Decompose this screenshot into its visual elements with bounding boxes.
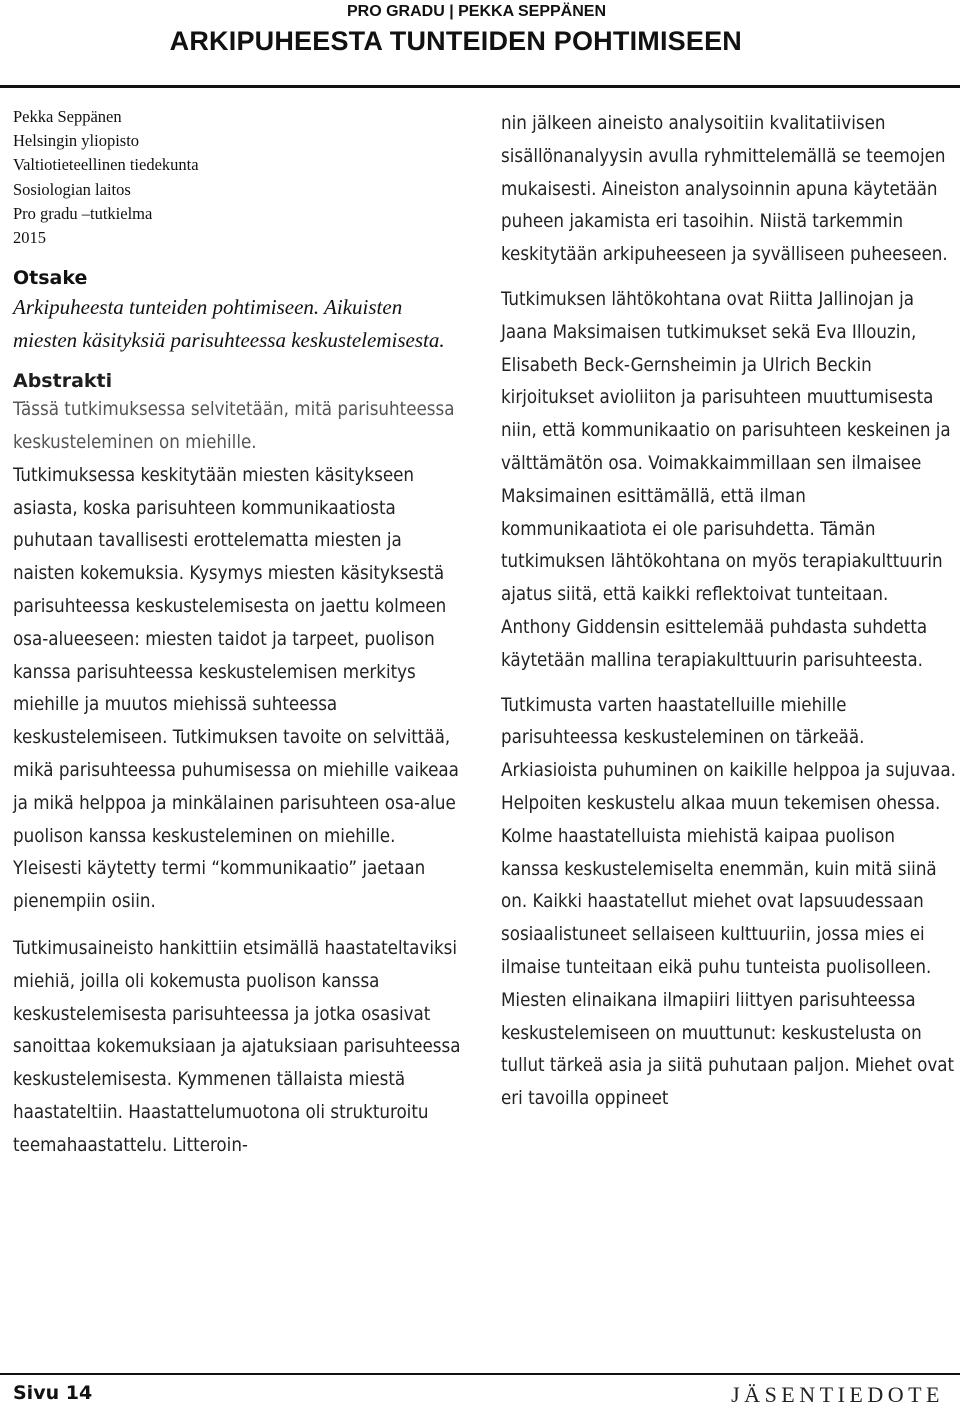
abstract-label: Abstrakti <box>13 370 113 393</box>
magazine-name: JÄSENTIEDOTE <box>731 1382 944 1407</box>
right-column <box>501 108 956 1116</box>
header-title: ARKIPUHEESTA TUNTEIDEN POHTIMISEEN <box>169 26 742 56</box>
faculty: Valtiotieteellinen tiedekunta <box>13 155 199 175</box>
right-paragraph-2: Tutkimuksen lähtökohtana ovat Riitta Jallinojan ja Jaana Maksimaisen tutkimukset sekä Eva Illouzin, Elisabeth Beck-Gernsheimin ja Ulrich Beckin kirjoitukset avioliiton ja parisuhteen muuttumisesta niin, että kommunikaatio on parisuhteen keskeinen ja välttämätön osa. Voimakkaimmillaan sen ilmaisee Maksimainen esittämällä, että ilman kommunikaatiota ei ole parisuhdetta. Tämän tutkimuksen lähtökohtana on myös terapiakulttuurin ajatus siitä, että kaikki reflektoivat tunteitaan. Anthony Giddensin esittelemää puhdasta suhdetta käytetään mallina terapiakulttuurin parisuhteesta. <box>501 288 951 671</box>
left-column <box>13 105 465 1163</box>
page-number: Sivu 14 <box>13 1382 93 1404</box>
abstract-intro: Tässä tutkimuksessa selvitetään, mitä parisuhteessa keskusteleminen on miehille. <box>13 399 455 454</box>
department: Sosiologian laitos <box>13 179 131 199</box>
page-header <box>0 0 960 88</box>
footer-rule <box>0 1373 960 1375</box>
year: 2015 <box>13 228 46 248</box>
thesis-title: Arkipuheesta tunteiden pohtimiseen. Aikuisten miesten käsityksiä parisuhteessa keskustelemisesta. <box>13 295 445 353</box>
author-name: Pekka Seppänen <box>13 107 122 126</box>
university: Helsingin yliopisto <box>13 131 140 151</box>
right-paragraph-3: Tutkimusta varten haastatelluille miehille parisuhteessa keskusteleminen on tärkeää. Arkiasioista puhuminen on kaikille helppoa ja sujuvaa. Helpoiten keskustelu alkaa muun tekemisen ohessa. Kolme haastatelluista miehistä kaipaa puolison kanssa keskustelemiselta enemmän, kuin mitä siinä on. Kaikki haastatellut miehet ovat lapsuudessaan sosiaalistuneet sellaiseen kulttuuriin, jossa mies ei ilmaise tunteitaan eikä puhu tunteista puolisolleen. Miesten elinaikana ilmapiiri liittyen parisuhteessa keskustelemiseen on muuttunut: keskustelusta on tullut tärkeä asia ja siitä puhutaan paljon. Miehet ovat eri tavoilla oppineet <box>501 694 956 1110</box>
thesis-type: Pro gradu –tutkielma <box>13 203 153 223</box>
title-label: Otsake <box>13 267 88 290</box>
header-overline: PRO GRADU | PEKKA SEPPÄNEN <box>346 3 606 20</box>
header-rule <box>0 85 960 88</box>
left-paragraph-2: Tutkimusaineisto hankittiin etsimällä haastateltaviksi miehiä, joilla oli kokemusta puolison kanssa keskustelemisesta parisuhteessa ja jotka osasivat sanoittaa kokemuksiaan ja ajatuksiaan parisuhteessa keskustelemisesta. Kymmenen tällaista miestä haastateltiin. Haastattelumuotona oli strukturoitu teemahaastattelu. Litteroin- <box>13 937 461 1156</box>
left-paragraph-1: Tutkimuksessa keskitytään miesten käsitykseen asiasta, koska parisuhteen kommunikaatiosta puhutaan tavallisesti erottelematta miesten ja naisten kokemuksia. Kysymys miesten käsityksestä parisuhteessa keskustelemisesta on jaettu kolmeen osa-alueeseen: miesten taidot ja tarpeet, puolison kanssa parisuhteessa keskustelemisen merkitys miehille ja muutos miehissä suhteessa keskustelemiseen. Tutkimuksen tavoite on selvittää, mikä parisuhteessa puhumisessa on miehille vaikeaa ja mikä helppoa ja minkälainen parisuhteen osa-alue puolison kanssa keskusteleminen on miehille. Yleisesti käytetty termi “kommunikaatio” jaetaan pienempiin osiin. <box>13 464 459 913</box>
author-info <box>13 105 465 250</box>
right-paragraph-1: nin jälkeen aineisto analysoitiin kvalitatiivisen sisällönanalyysin avulla ryhmittelemällä se teemojen mukaisesti. Aineiston analysoinnin apuna käytetään puheen jakamista eri tasoihin. Niistä tarkemmin keskitytään arkipuheeseen ja syvälliseen puheeseen. <box>501 113 948 266</box>
